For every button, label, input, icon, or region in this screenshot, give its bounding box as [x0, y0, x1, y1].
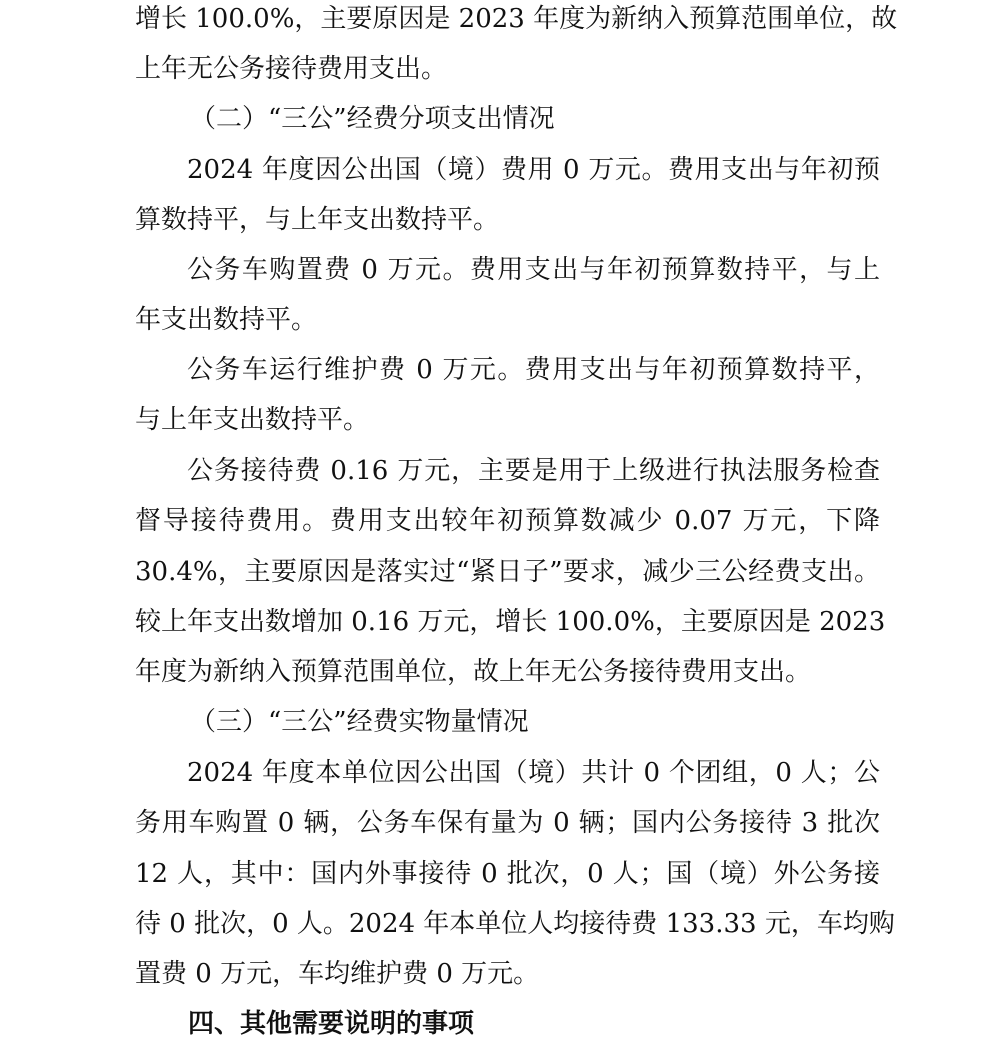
paragraph-line: 督导接待费用。费用支出较年初预算数减少 0.07 万元，下降 [135, 506, 880, 536]
section-subheading: （二）“三公”经费分项支出情况 [190, 104, 555, 134]
paragraph-line: 2024 年度因公出国（境）费用 0 万元。费用支出与年初预 [187, 155, 880, 185]
paragraph-line: 公务车运行维护费 0 万元。费用支出与年初预算数持平， [187, 355, 880, 385]
paragraph-line: 年支出数持平。 [135, 305, 318, 335]
paragraph-line: 待 0 批次，0 人。2024 年本单位人均接待费 133.33 元，车均购 [135, 909, 895, 939]
section-heading: 四、其他需要说明的事项 [188, 1009, 475, 1039]
text-line: 增长 100.0%，主要原因是 2023 年度为新纳入预算范围单位，故 [135, 4, 898, 34]
paragraph-line: 与上年支出数持平。 [135, 405, 370, 435]
paragraph-line: 年度为新纳入预算范围单位，故上年无公务接待费用支出。 [135, 657, 812, 687]
paragraph-line: 公务车购置费 0 万元。费用支出与年初预算数持平，与上 [187, 255, 880, 285]
paragraph-line: 12 人，其中：国内外事接待 0 批次，0 人；国（境）外公务接 [135, 859, 880, 889]
paragraph-line: 算数持平，与上年支出数持平。 [135, 205, 500, 235]
paragraph-line: 公务接待费 0.16 万元，主要是用于上级进行执法服务检查 [187, 456, 880, 486]
paragraph-line: 30.4%，主要原因是落实过“紧日子”要求，减少三公经费支出。 [135, 557, 880, 587]
section-subheading: （三）“三公”经费实物量情况 [190, 707, 529, 737]
text-line: 上年无公务接待费用支出。 [135, 54, 448, 84]
paragraph-line: 置费 0 万元，车均维护费 0 万元。 [135, 959, 540, 989]
paragraph-line: 务用车购置 0 辆，公务车保有量为 0 辆；国内公务接待 3 批次 [135, 808, 880, 838]
paragraph-line: 2024 年度本单位因公出国（境）共计 0 个团组，0 人；公 [187, 758, 880, 788]
paragraph-line: 较上年支出数增加 0.16 万元，增长 100.0%，主要原因是 2023 [135, 607, 886, 637]
